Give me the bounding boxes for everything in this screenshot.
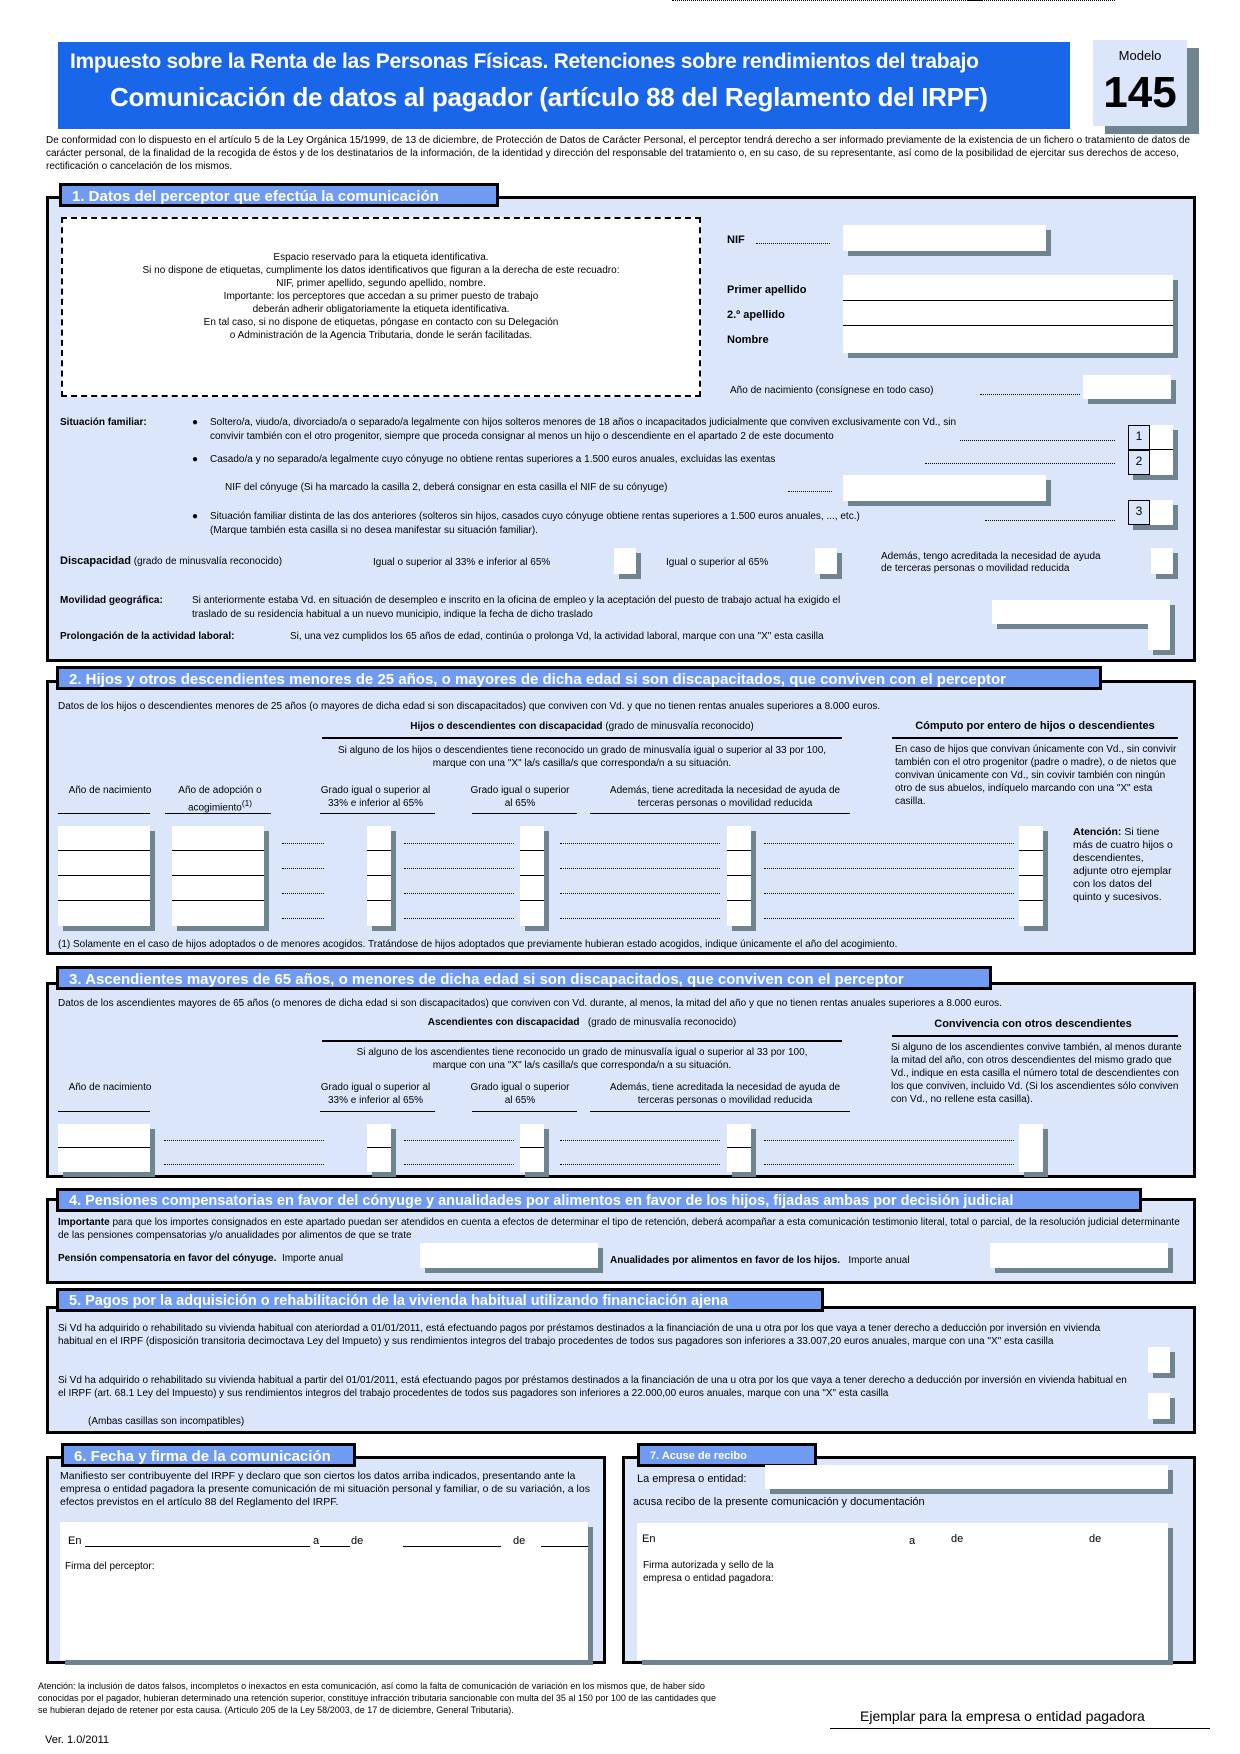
section-1-title: 1. Datos del perceptor que efectúa la comunicación xyxy=(59,183,499,207)
disc-note-line: Si alguno de los hijos o descendientes tiene reconocido un grado de minusvalía igual o superior al 33 por 100, xyxy=(337,745,827,756)
hijos-computo-checkboxes[interactable] xyxy=(1019,826,1043,926)
de-label: de xyxy=(951,1533,964,1545)
situacion-box-3 xyxy=(1128,500,1173,525)
leader-dots xyxy=(282,868,324,869)
bullet-icon: ● xyxy=(192,417,199,428)
leader-dots xyxy=(764,1164,1014,1165)
section-3-title: 3. Ascendientes mayores de 65 años, o menores de dicha edad si son discapacitados, que conviven con el perceptor xyxy=(56,966,992,990)
importe-label: Importe anual xyxy=(281,1253,344,1264)
disc-opt2-label: Igual o superior al 65% xyxy=(666,557,769,568)
col-ano-nacimiento: Año de nacimiento xyxy=(68,1082,152,1093)
ano-nacimiento-input[interactable] xyxy=(1083,375,1171,399)
asc-ano-nacimiento-inputs[interactable] xyxy=(58,1124,150,1172)
anualidades-title: Anualidades por alimentos en favor de los hijos. xyxy=(610,1255,841,1266)
divider xyxy=(472,813,577,814)
leader-dots xyxy=(764,843,1014,844)
discapacidad-sub: (grado de minusvalía reconocido) xyxy=(133,556,283,567)
disc-header-sub: (grado de minusvalía reconocido) xyxy=(587,1017,737,1028)
leader-dots xyxy=(967,0,1115,1)
leader-dots xyxy=(764,918,1014,919)
divider xyxy=(322,737,842,739)
asc-grado2-checkboxes[interactable] xyxy=(520,1124,544,1172)
col-ayuda: Además, tiene acreditada la necesidad de ayuda de terceras personas o movilidad reducida xyxy=(609,1082,841,1106)
header-title-line2: Comunicación de datos al pagador (artículo 88 del Reglamento del IRPF) xyxy=(110,82,988,112)
leader-dots xyxy=(925,463,1115,464)
label-space-text: En tal caso, si no dispone de etiquetas, póngase en contacto con su Delegación xyxy=(203,317,559,328)
label-space-text: o Administración de la Agencia Tributaria, donde le serán facilitadas. xyxy=(229,330,533,341)
hijos-ayuda-checkboxes[interactable] xyxy=(727,826,751,926)
anualidades-label xyxy=(610,1254,910,1267)
disc-header-title: Ascendientes con discapacidad xyxy=(427,1017,580,1028)
leader-dots xyxy=(560,1164,720,1165)
situacion-opt2: Casado/a y no separado/a legalmente cuyo cónyuge no obtiene rentas superiores a 1.500 euros anuales, excluidas las exentas xyxy=(210,454,776,465)
leader-dots xyxy=(560,893,720,894)
divider xyxy=(892,737,1178,739)
section-3-intro: Datos de los ascendientes mayores de 65 años (o menores de dicha edad si son discapacitados) que conviven con Vd. durante, al menos, la mitad del año y que no tienen rentas anuales superiores a 8.000 euros. xyxy=(58,998,1002,1009)
box-number-3: 3 xyxy=(1128,500,1150,525)
leader-dots xyxy=(404,893,514,894)
leader-dots xyxy=(404,1140,514,1141)
version-label: Ver. 1.0/2011 xyxy=(45,1734,110,1746)
section-6-declaration: Manifiesto ser contribuyente del IRPF y declaro que son ciertos los datos arriba indicados, presentando ante la empresa o entidad pagadora la presente comunicación de mi situación personal y familiar, o de su variación, a los efectos previstos en el artículo 88 del Reglamento del IRPF. xyxy=(60,1470,590,1508)
de-label: de xyxy=(351,1535,364,1547)
atencion-note xyxy=(1073,826,1173,904)
leader-dots xyxy=(560,868,720,869)
leader-dots xyxy=(560,918,720,919)
modelo-badge xyxy=(1093,40,1187,126)
label-space-text: Importante: los perceptores que accedan a su primer puesto de trabajo xyxy=(223,291,539,302)
en-label: En xyxy=(68,1535,82,1547)
divider xyxy=(320,1111,435,1112)
divider xyxy=(58,813,150,814)
divider xyxy=(590,1111,850,1112)
mes-input[interactable] xyxy=(403,1546,501,1547)
section-5-note: (Ambas casillas son incompatibles) xyxy=(88,1416,245,1427)
col-grado1: Grado igual o superior al 33% e inferior al 65% xyxy=(320,1082,431,1106)
col-grado2: Grado igual o superior al 65% xyxy=(470,1082,570,1106)
movilidad-line2: traslado de su residencia habitual a un nuevo municipio, indique la fecha de dicho traslado xyxy=(192,609,593,620)
disc-opt1-label: Igual o superior al 33% e inferior al 65% xyxy=(373,557,551,568)
segundo-apellido-input[interactable] xyxy=(843,301,1173,326)
primer-apellido-label: Primer apellido xyxy=(727,284,807,296)
nif-label: NIF xyxy=(727,234,745,246)
leader-dots xyxy=(164,1140,324,1141)
firma-empresa-box xyxy=(637,1523,1168,1660)
discapacidad-label xyxy=(60,555,282,568)
leader-dots xyxy=(560,1140,720,1141)
section-2-intro: Datos de los hijos o descendientes menores de 25 años (o mayores de dicha edad si son discapacitados) que conviven con Vd. y que no tienen rentas anuales superiores a 8.000 euros. xyxy=(58,701,881,712)
leader-dots xyxy=(404,918,514,919)
modelo-number: 145 xyxy=(1103,68,1177,117)
computo-note: En caso de hijos que convivan únicamente con Vd., sin convivir también con el otro progenitor (padre o madre), o de nietos que convivan únicamente con Vd., sin covivir también con ningún otro de sus abuelos, indíquelo marcando con una "X" esta casilla. xyxy=(895,744,1177,807)
disc-header-sub: (grado de minusvalía reconocido) xyxy=(605,721,754,732)
segundo-apellido-label: 2.º apellido xyxy=(727,309,785,321)
movilidad-fecha-input[interactable] xyxy=(992,600,1170,624)
atencion-text: Si tiene más de cuatro hijos o descendientes, adjunte otro ejemplar con los datos del quinto y sucesivos. xyxy=(1073,826,1173,903)
en-label: En xyxy=(642,1533,656,1545)
importante-bold: Importante xyxy=(58,1217,110,1228)
situacion-opt3-line1: Situación familiar distinta de las dos anteriores (solteros sin hijos, casados cuyo cónyuge obtiene rentas superiores a 1.500 euros anuales, ..., etc.) xyxy=(210,511,860,522)
divider xyxy=(165,813,271,814)
situacion-checkbox-1[interactable] xyxy=(1150,425,1173,450)
lugar-input[interactable] xyxy=(85,1546,310,1547)
leader-dots xyxy=(980,394,1080,395)
divider xyxy=(892,1035,1178,1037)
name-fields-box xyxy=(843,275,1173,353)
col-ano-adopcion-text: Año de adopción o acogimiento xyxy=(178,785,262,814)
situacion-boxes-1-2 xyxy=(1128,425,1173,475)
col-ano-adopcion xyxy=(160,784,280,814)
header-divider xyxy=(58,126,1070,129)
firma-perceptor-box xyxy=(60,1522,588,1660)
modelo-label: Modelo xyxy=(1118,48,1162,63)
section-4-importante xyxy=(58,1216,1183,1242)
section-3-disc-note xyxy=(322,1046,842,1072)
nombre-label: Nombre xyxy=(727,334,769,346)
leader-dots xyxy=(560,843,720,844)
asc-convivencia-input[interactable] xyxy=(1019,1124,1043,1172)
leader-dots xyxy=(404,1164,514,1165)
section-2-disc-note xyxy=(322,744,842,770)
box-number-2: 2 xyxy=(1128,450,1150,475)
computo-header: Cómputo por entero de hijos o descendientes xyxy=(915,720,1155,732)
leader-dots xyxy=(960,440,1115,441)
bullet-icon: ● xyxy=(192,454,199,465)
nif-conyuge-label: NIF del cónyuge (Si ha marcado la casilla 2, deberá consignar en esta casilla el NIF de su cónyuge) xyxy=(225,482,668,493)
section-2-disc-header xyxy=(322,720,842,733)
section-5-para1: Si Vd ha adquirido o rehabilitado su vivienda habitual con ateriordad a 01/01/2011, está efectuando pagos por préstamos destinados a la financiación de una u otra por los que vaya a tener derecho a deducción por inversión en vivienda habitual en el IRPF (disposición transitoria decimoctava Ley del Impueto) y sus rendimientos integros del trabajo procedentes de todos sus pagadores son inferiores a 33.007,20 euros anuales, marque con una "X" esta casilla xyxy=(58,1323,1101,1347)
leader-dots xyxy=(164,1164,324,1165)
a-label: a xyxy=(313,1535,320,1547)
leader-dots xyxy=(404,868,514,869)
label-space-text: Si no dispone de etiquetas, cumplimente los datos identificativos que figuran a la derecha de este recuadro: xyxy=(142,265,620,276)
hijos-grado1-checkboxes[interactable] xyxy=(367,826,391,926)
atencion-bold: Atención: xyxy=(1073,826,1122,838)
situacion-opt1-line1: Soltero/a, viudo/a, divorciado/a o separado/a legalmente con hijos solteros menores de 18 años o incapacitados judicialmente que conviven exclusivamente con Vd., sin xyxy=(210,417,957,428)
col-ayuda: Además, tiene acreditada la necesidad de ayuda de terceras personas o movilidad reducida xyxy=(609,785,841,809)
label-space-text: NIF, primer apellido, segundo apellido, nombre. xyxy=(276,278,486,289)
nif-input[interactable] xyxy=(843,225,1046,251)
section-4-title: 4. Pensiones compensatorias en favor del cónyuge y anualidades por alimentos en favor de los hijos, fijadas ambas por decisión judicial xyxy=(56,1188,1142,1212)
de-label: de xyxy=(1089,1533,1102,1545)
disc-note-line: marque con una "X" la/s casilla/s que corresponda/n a su situación. xyxy=(432,1060,732,1071)
section-2-footnote: (1) Solamente en el caso de hijos adoptados o de menores acogidos. Tratándose de hijos adoptados que previamente hubieran estado acogidos, indique únicamente el año del acogimiento. xyxy=(58,939,898,950)
col-grado1: Grado igual o superior al 33% e inferior al 65% xyxy=(320,785,431,809)
footer-atencion: Atención: la inclusión de datos falsos, incompletos o inexactos en esta comunicación, así como la falta de comunicación de variación en los mismos que, de haber sido conocidas por el pagador, hubieran determinado una retención superior, constituye infracción tributaria sancionable con multa del 35 al 150 por 100 de las cantidades que se hubieran dejado de retener por esta causa. (Artículo 205 de la Ley 58/2003, de 17 de diciembre, General Tributaria). xyxy=(38,1681,716,1715)
disc-ayuda-checkbox[interactable] xyxy=(1151,548,1173,574)
firma-empresa-label: Firma autorizada y sello de la empresa o entidad pagadora: xyxy=(643,1560,774,1584)
importe-label: Importe anual xyxy=(848,1255,910,1266)
leader-dots xyxy=(672,0,982,1)
disc-33-65-checkbox[interactable] xyxy=(614,548,636,574)
movilidad-label: Movilidad geográfica: xyxy=(60,595,163,606)
disc-opt3-line1: Además, tengo acreditada la necesidad de ayuda xyxy=(881,551,1101,562)
situacion-opt3-line2: (Marque también esta casilla si no desea manifestar su situación familiar). xyxy=(210,525,538,536)
ejemplar-label: Ejemplar para la empresa o entidad pagadora xyxy=(860,1708,1145,1724)
prolongacion-checkbox[interactable] xyxy=(1148,624,1170,650)
ano-input[interactable] xyxy=(541,1546,588,1547)
disc-note-line: marque con una "X" la/s casilla/s que corresponda/n a su situación. xyxy=(432,758,732,769)
section-6-title: 6. Fecha y firma de la comunicación xyxy=(61,1443,356,1467)
leader-dots xyxy=(282,918,324,919)
leader-dots xyxy=(756,243,830,244)
disc-opt3-line2: de terceras personas o movilidad reducida xyxy=(881,563,1070,574)
divider xyxy=(320,813,435,814)
pension-title: Pensión compensatoria en favor del cónyuge. xyxy=(58,1253,277,1264)
situacion-checkbox-2[interactable] xyxy=(1150,450,1173,475)
importante-text: para que los importes consignados en este apartado puedan ser atendidos en cuenta a efectos de determinar el tipo de retención, deberá acompañar a esta comunicación testimonio literal, total o parcial, de la resolución judicial determinante de las pensiones compensatorias y/o anualidades por alimentos de que se trate xyxy=(58,1217,1180,1241)
label-reserved-space xyxy=(61,217,701,397)
header-title-line1: Impuesto sobre la Renta de las Personas Físicas. Retenciones sobre rendimientos del trabajo xyxy=(70,50,979,73)
acusa-recibo-text: acusa recibo de la presente comunicación y documentación xyxy=(633,1496,925,1508)
box-number-1: 1 xyxy=(1128,425,1150,450)
disc-65-checkbox[interactable] xyxy=(815,548,837,574)
empresa-label: La empresa o entidad: xyxy=(637,1473,747,1485)
pension-label xyxy=(58,1252,343,1265)
convivencia-header: Convivencia con otros descendientes xyxy=(934,1018,1132,1030)
leader-dots xyxy=(764,1140,1014,1141)
prolongacion-text: Si, una vez cumplidos los 65 años de edad, continúa o prolonga Vd, la actividad laboral, marque con una "X" esta casilla xyxy=(290,631,824,642)
col-ano-nacimiento: Año de nacimiento xyxy=(68,785,152,796)
leader-dots xyxy=(282,893,324,894)
divider xyxy=(472,1111,577,1112)
leader-dots xyxy=(764,893,1014,894)
empresa-input[interactable] xyxy=(765,1465,1168,1489)
divider xyxy=(590,813,850,814)
nombre-input[interactable] xyxy=(843,326,1173,353)
ano-nacimiento-label: Año de nacimiento (consígnese en todo caso) xyxy=(730,385,934,396)
divider xyxy=(322,1040,842,1042)
convivencia-note: Si alguno de los ascendientes convive también, al menos durante la mitad del año, con otros descendientes del mismo grado que Vd., indique en esta casilla el número total de descendientes con los que conviven, incluido Vd. (Si los ascendientes sólo conviven con Vd., no rellene esta casilla). xyxy=(891,1042,1182,1105)
anualidades-importe-input[interactable] xyxy=(990,1243,1168,1268)
hijos-grado2-checkboxes[interactable] xyxy=(520,826,544,926)
section-3-disc-header xyxy=(322,1016,842,1029)
situacion-opt1-line2: convivir también con el otro progenitor, siempre que proceda consignar al menos un hijo o descendiente en el apartado 2 de este documento xyxy=(210,431,834,442)
hijos-ano-nacimiento-inputs[interactable] xyxy=(58,826,150,926)
divider xyxy=(58,1111,150,1112)
hijos-ano-adopcion-inputs[interactable] xyxy=(172,826,264,926)
label-space-text: Espacio reservado para la etiqueta identificativa. xyxy=(273,252,489,263)
vivienda-antes-2011-checkbox[interactable] xyxy=(1148,1347,1170,1373)
section-5-para2: Si Vd ha adquirido o rehabilitado su vivienda habitual a partir del 01/01/2011, está efectuando pagos por préstamos destinados a la financiación de una u otra por los que vaya a tener derecho a deducción por inversión en vivienda habitual en el IRPF (art. 68.1 Ley del Impuesto) y sus rendimientos integros del trabajo procedentes de todos sus pagadores son inferiores a 22.000,00 euros anuales, marque con una "X" esta casilla xyxy=(58,1375,1127,1399)
privacy-intro: De conformidad con lo dispuesto en el artículo 5 de la Ley Orgánica 15/1999, de 13 de diciembre, de Protección de Datos de Carácter Personal, el perceptor tendrá derecho a ser informado previamente de la existencia de un fichero o tratamiento de datos de carácter personal, de la finalidad de la recogida de éstos y de los destinatarios de la información, de la identidad y dirección del responsable del tratamiento o, en su caso, de su representante, así como de la posibilidad de ejercitar sus derechos de acceso, rectificación o cancelación de los mismos. xyxy=(46,135,1191,172)
footnote-ref: (1) xyxy=(241,798,253,808)
section-2-title: 2. Hijos y otros descendientes menores de 25 años, o mayores de dicha edad si son discapacitados, que conviven con el perceptor xyxy=(56,666,1102,690)
leader-dots xyxy=(788,491,832,492)
vivienda-desde-2011-checkbox[interactable] xyxy=(1148,1393,1170,1419)
leader-dots xyxy=(985,520,1115,521)
prolongacion-label: Prolongación de la actividad laboral: xyxy=(60,631,235,642)
form-header xyxy=(58,42,1070,126)
leader-dots xyxy=(404,843,514,844)
firma-perceptor-label: Firma del perceptor: xyxy=(65,1561,155,1572)
label-space-text: deberán adherir obligatoriamente la etiqueta identificativa. xyxy=(252,304,510,315)
a-label: a xyxy=(909,1535,916,1547)
disc-header-title: Hijos o descendientes con discapacidad xyxy=(410,721,603,732)
divider xyxy=(830,1728,1210,1729)
situacion-checkbox-3[interactable] xyxy=(1150,500,1173,525)
discapacidad-title: Discapacidad xyxy=(60,555,131,567)
de-label: de xyxy=(513,1535,526,1547)
dia-input[interactable] xyxy=(320,1546,350,1547)
section-7-title: 7. Acuse de recibo xyxy=(637,1443,817,1467)
primer-apellido-input[interactable] xyxy=(843,275,1173,301)
situacion-familiar-label: Situación familiar: xyxy=(60,417,147,428)
bullet-icon: ● xyxy=(192,511,199,522)
nif-conyuge-input[interactable] xyxy=(843,475,1046,501)
leader-dots xyxy=(764,868,1014,869)
pension-importe-input[interactable] xyxy=(420,1243,598,1268)
leader-dots xyxy=(282,843,324,844)
movilidad-line1: Si anteriormente estaba Vd. en situación de desempleo e inscrito en la oficina de empleo y la aceptación del puesto de trabajo actual ha exigido el xyxy=(192,595,841,606)
asc-ayuda-checkboxes[interactable] xyxy=(727,1124,751,1172)
col-grado2: Grado igual o superior al 65% xyxy=(470,785,570,809)
asc-grado1-checkboxes[interactable] xyxy=(367,1124,391,1172)
section-5-title: 5. Pagos por la adquisición o rehabilitación de la vivienda habitual utilizando financiación ajena xyxy=(56,1288,824,1312)
disc-note-line: Si alguno de los ascendientes tiene reconocido un grado de minusvalía igual o superior al 33 por 100, xyxy=(356,1047,808,1058)
